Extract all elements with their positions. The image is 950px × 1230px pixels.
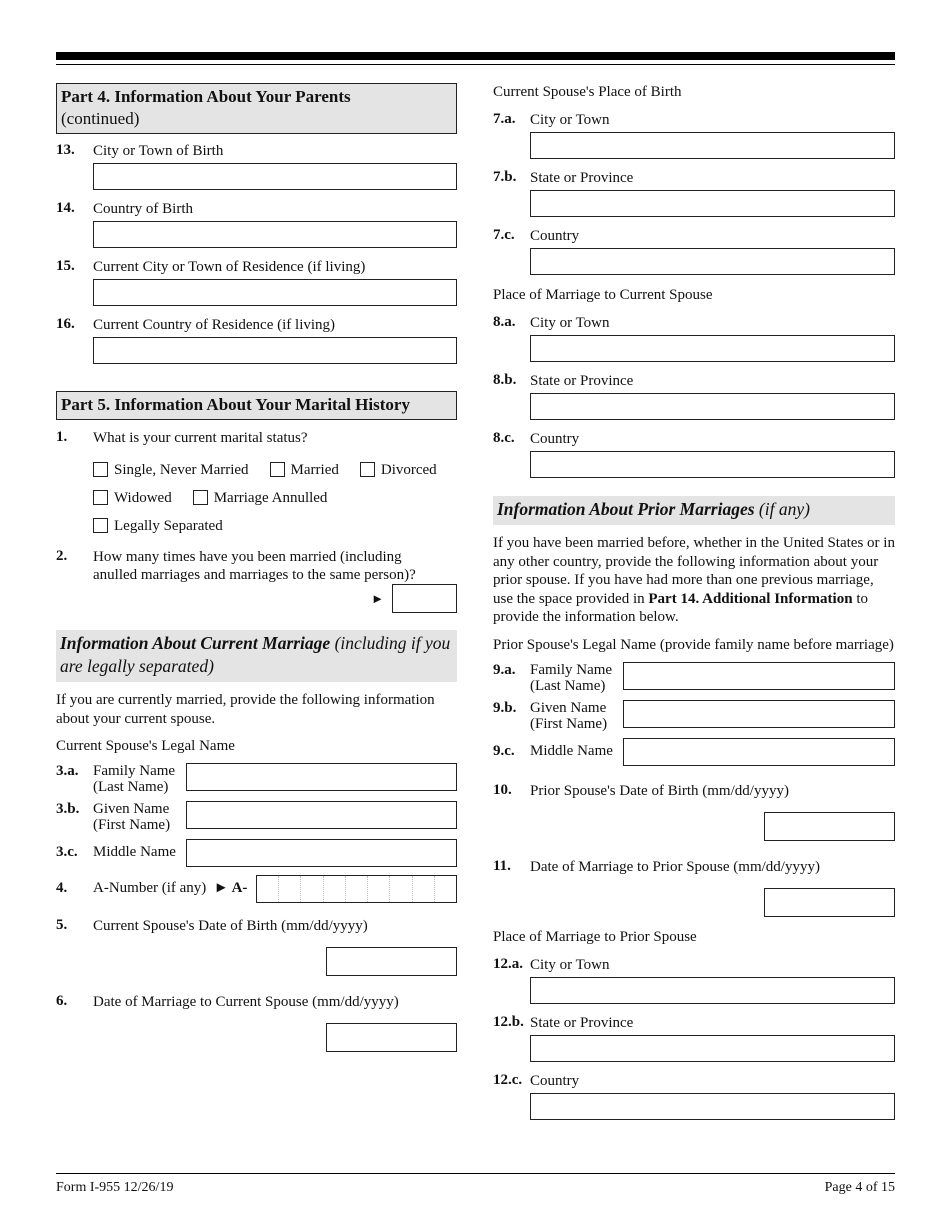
question-number: 7.c. xyxy=(493,227,515,243)
current-spouse-birthplace-heading: Current Spouse's Place of Birth xyxy=(493,84,682,100)
part5-header: Part 5. Information About Your Marital History xyxy=(56,391,457,420)
question-label: City or Town of Birth xyxy=(93,143,224,159)
name-label: Middle Name xyxy=(530,742,613,759)
question-label: Current City or Town of Residence (if living) xyxy=(93,259,366,275)
option-single[interactable]: Single, Never Married xyxy=(93,460,249,480)
question-label: Current Country of Residence (if living) xyxy=(93,317,336,333)
part14-reference: Part 14. Additional Information xyxy=(648,590,853,607)
option-widowed[interactable]: Widowed xyxy=(93,488,172,508)
question-7a xyxy=(493,111,895,159)
question-1 xyxy=(56,429,457,447)
checkbox-single[interactable] xyxy=(93,462,108,477)
prior-spouse-given-name-field[interactable] xyxy=(623,700,895,728)
question-number: 12.c. xyxy=(493,1071,523,1088)
country-of-birth-field[interactable] xyxy=(93,221,457,248)
question-number: 4. xyxy=(56,880,68,896)
question-label: What is your current marital status? xyxy=(93,430,308,446)
question-4 xyxy=(56,875,457,905)
question-number: 8.b. xyxy=(493,372,517,388)
current-marriage-note: (including if you are legally separated) xyxy=(60,633,451,676)
current-spouse-family-name-field[interactable] xyxy=(186,763,457,791)
name-label: Family Name (Last Name) xyxy=(93,763,176,795)
times-married-field[interactable] xyxy=(392,584,457,613)
question-number: 12.b. xyxy=(493,1013,524,1030)
marital-options-row-3 xyxy=(56,516,457,536)
prior-marriage-date-field[interactable] xyxy=(764,888,895,917)
arrow-icon: ► xyxy=(371,590,384,606)
question-8a xyxy=(493,314,895,362)
question-number: 3.a. xyxy=(56,763,79,779)
option-divorced[interactable]: Divorced xyxy=(360,460,437,480)
question-label: Country of Birth xyxy=(93,201,193,217)
question-10 xyxy=(493,782,895,841)
question-2 xyxy=(56,548,457,613)
marital-options-row-2 xyxy=(56,488,457,508)
question-8c xyxy=(493,430,895,478)
question-number: 5. xyxy=(56,917,68,933)
prior-spouse-family-name-field[interactable] xyxy=(623,662,895,690)
prior-marriages-header xyxy=(493,496,895,525)
top-rule-thin xyxy=(56,64,895,65)
question-7c xyxy=(493,227,895,275)
question-number: 15. xyxy=(56,258,75,274)
question-number: 10. xyxy=(493,781,512,798)
question-12a xyxy=(493,956,895,1004)
current-marriage-place-heading: Place of Marriage to Current Spouse xyxy=(493,287,713,303)
question-14 xyxy=(56,200,457,248)
prior-marriage-place-heading: Place of Marriage to Prior Spouse xyxy=(493,928,697,945)
question-12c xyxy=(493,1072,895,1120)
name-label: Family Name (Last Name) xyxy=(530,661,613,694)
current-spouse-dob-field[interactable] xyxy=(326,947,457,976)
current-marriage-date-field[interactable] xyxy=(326,1023,457,1052)
prior-marriage-state-field[interactable] xyxy=(530,1035,895,1062)
city-of-residence-field[interactable] xyxy=(93,279,457,306)
question-13 xyxy=(56,142,457,190)
prior-spouse-name-heading: Prior Spouse's Legal Name (provide family name before marriage) xyxy=(493,636,894,653)
current-spouse-name-heading: Current Spouse's Legal Name xyxy=(56,738,235,754)
question-label: Country xyxy=(530,228,580,244)
left-column xyxy=(56,83,457,1052)
marriage-state-field[interactable] xyxy=(530,393,895,420)
option-legally-separated[interactable]: Legally Separated xyxy=(93,516,223,536)
question-label: State or Province xyxy=(530,1014,634,1031)
right-column xyxy=(493,83,895,1120)
a-number-field[interactable] xyxy=(256,875,457,903)
checkbox-widowed[interactable] xyxy=(93,490,108,505)
question-label: State or Province xyxy=(530,170,634,186)
prior-marriages-intro: If you have been married before, whether in the United States or in any other country, provide the following information about your prior spouse. If you have had more than one previous marriage, use the space provided in Part 14. Additional Information to provide the information below. xyxy=(493,535,895,625)
prior-spouse-name-group xyxy=(493,662,895,768)
question-label: Current Spouse's Date of Birth (mm/dd/yyyy) xyxy=(93,918,368,934)
checkbox-annulled[interactable] xyxy=(193,490,208,505)
question-3b xyxy=(56,801,457,835)
checkbox-married[interactable] xyxy=(270,462,285,477)
current-marriage-header xyxy=(56,630,457,682)
question-label: Date of Marriage to Current Spouse (mm/dd/yyyy) xyxy=(93,994,399,1010)
question-label: City or Town xyxy=(530,315,610,331)
question-5 xyxy=(56,917,457,976)
spouse-birth-state-field[interactable] xyxy=(530,190,895,217)
question-number: 1. xyxy=(56,429,68,445)
question-label: Country xyxy=(530,1072,580,1089)
current-marriage-title: Information About Current Marriage xyxy=(60,633,331,653)
part4-subtitle: (continued) xyxy=(61,109,140,128)
footer-rule xyxy=(56,1173,895,1174)
prior-marriage-country-field[interactable] xyxy=(530,1093,895,1120)
marriage-country-field[interactable] xyxy=(530,451,895,478)
name-label: Given Name (First Name) xyxy=(530,699,608,732)
question-number: 14. xyxy=(56,200,75,216)
part4-title: Part 4. Information About Your Parents xyxy=(61,87,351,106)
top-rule-thick xyxy=(56,52,895,60)
name-label: Given Name (First Name) xyxy=(93,801,171,833)
question-label: State or Province xyxy=(530,373,634,389)
current-spouse-name-group xyxy=(56,763,457,869)
question-number: 16. xyxy=(56,316,75,332)
current-spouse-given-name-field[interactable] xyxy=(186,801,457,829)
country-of-residence-field[interactable] xyxy=(93,337,457,364)
current-spouse-middle-name-field[interactable] xyxy=(186,839,457,867)
question-number: 12.a. xyxy=(493,955,523,972)
question-number: 8.c. xyxy=(493,430,515,446)
prior-spouse-dob-field[interactable] xyxy=(764,812,895,841)
marriage-city-field[interactable] xyxy=(530,335,895,362)
spouse-birth-country-field[interactable] xyxy=(530,248,895,275)
question-8b xyxy=(493,372,895,420)
question-number: 6. xyxy=(56,993,68,1009)
question-6 xyxy=(56,993,457,1052)
question-number: 13. xyxy=(56,142,75,158)
prior-marriages-title: Information About Prior Marriages xyxy=(497,499,755,519)
current-marriage-intro: If you are currently married, provide the following information about your current spouse. xyxy=(56,692,435,727)
prior-marriage-city-field[interactable] xyxy=(530,977,895,1004)
question-label: City or Town xyxy=(530,112,610,128)
question-number: 11. xyxy=(493,857,511,874)
name-label: Middle Name xyxy=(93,844,176,860)
question-label: Prior Spouse's Date of Birth (mm/dd/yyyy) xyxy=(530,782,789,799)
question-3c xyxy=(56,839,457,869)
marital-options-row-1 xyxy=(56,460,457,480)
a-number-label: A-Number (if any) ► A- xyxy=(93,880,248,896)
question-12b xyxy=(493,1014,895,1062)
spouse-birth-city-field[interactable] xyxy=(530,132,895,159)
prior-marriages-note: (if any) xyxy=(758,499,810,519)
checkbox-divorced[interactable] xyxy=(360,462,375,477)
part4-header xyxy=(56,83,457,134)
question-number: 7.b. xyxy=(493,169,517,185)
question-11 xyxy=(493,858,895,917)
question-number: 9.c. xyxy=(493,742,515,759)
question-label: Country xyxy=(530,431,580,447)
question-number: 7.a. xyxy=(493,111,516,127)
question-15 xyxy=(56,258,457,306)
question-number: 3.b. xyxy=(56,801,80,817)
question-16 xyxy=(56,316,457,364)
page-number: Page 4 of 15 xyxy=(824,1180,895,1195)
city-of-birth-field[interactable] xyxy=(93,163,457,190)
question-label: How many times have you been married (including anulled marriages and marriages to the same person)? xyxy=(93,549,416,583)
option-married[interactable]: Married xyxy=(270,460,339,480)
question-number: 2. xyxy=(56,548,68,564)
question-label: City or Town xyxy=(530,956,610,973)
option-annulled[interactable]: Marriage Annulled xyxy=(193,488,328,508)
question-7b xyxy=(493,169,895,217)
prior-spouse-middle-name-field[interactable] xyxy=(623,738,895,766)
question-3a xyxy=(56,763,457,797)
question-number: 8.a. xyxy=(493,314,516,330)
question-number: 9.b. xyxy=(493,699,517,716)
question-number: 9.a. xyxy=(493,661,516,678)
question-9a xyxy=(493,662,895,696)
question-label: Date of Marriage to Prior Spouse (mm/dd/yyyy) xyxy=(530,858,820,875)
form-identifier: Form I-955 12/26/19 xyxy=(56,1180,174,1195)
question-9b xyxy=(493,700,895,734)
question-9c xyxy=(493,738,895,768)
checkbox-legally-separated[interactable] xyxy=(93,518,108,533)
question-number: 3.c. xyxy=(56,844,78,860)
a-number-prefix: ► A- xyxy=(213,880,248,896)
